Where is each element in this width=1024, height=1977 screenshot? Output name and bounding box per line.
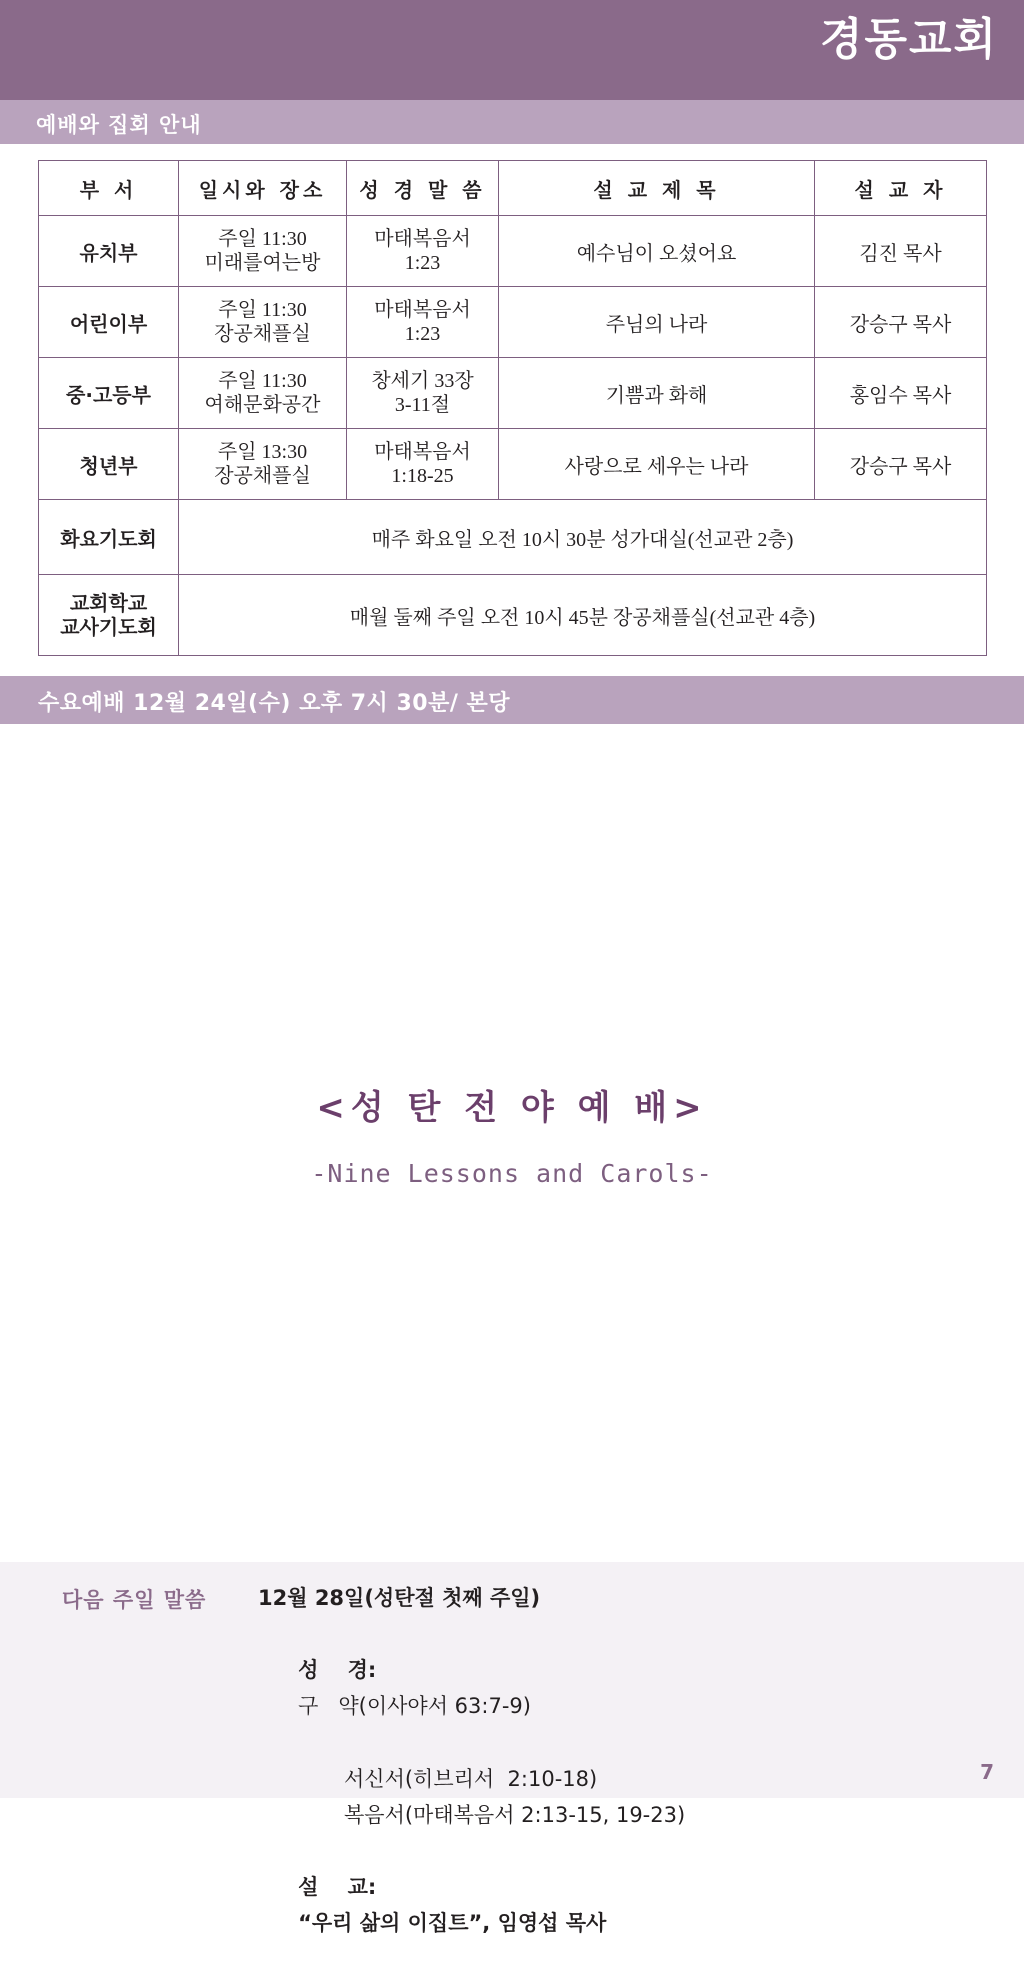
cell-scripture-verse: 1:23 xyxy=(404,252,441,274)
cell-sermon-title: 사랑으로 세우는 나라 xyxy=(499,429,815,500)
christmas-eve-title: <성 탄 전 야 예 배> xyxy=(316,1088,708,1128)
cell-time: 주일 11:30 xyxy=(218,298,307,321)
scripture-old-testament: 구 약(이사야서 63:7-9) xyxy=(298,1694,531,1719)
worship-table-wrapper xyxy=(38,160,986,656)
cell-department-line2: 교사기도회 xyxy=(60,615,157,639)
table-body xyxy=(39,216,987,656)
wednesday-worship-bar xyxy=(0,676,1024,724)
cell-sermon-title: 기쁨과 화해 xyxy=(499,358,815,429)
cell-department: 유치부 xyxy=(39,216,179,287)
column-header-sermon-title: 설 교 제 목 xyxy=(499,161,815,216)
next-sunday-date: 12월 28일(성탄절 첫째 주일) xyxy=(258,1586,541,1610)
cell-department: 어린이부 xyxy=(39,287,179,358)
next-sunday-body xyxy=(258,1580,978,1977)
cell-scripture xyxy=(347,358,499,429)
cell-department: 청년부 xyxy=(39,429,179,500)
cell-department xyxy=(39,575,179,656)
scripture-label: 성 경: xyxy=(298,1658,377,1683)
cell-scripture xyxy=(347,287,499,358)
cell-scripture-book: 창세기 33장 xyxy=(371,369,474,392)
table-row xyxy=(39,429,987,500)
section-title-label: 예배와 집회 안내 xyxy=(36,113,202,137)
column-header-preacher: 설 교 자 xyxy=(815,161,987,216)
cell-time-place xyxy=(179,358,347,429)
table-row xyxy=(39,500,987,575)
christmas-eve-service-block xyxy=(0,1080,1024,1188)
table-row xyxy=(39,358,987,429)
cell-scripture xyxy=(347,216,499,287)
cell-sermon-title: 예수님이 오셨어요 xyxy=(499,216,815,287)
next-sunday-title: 다음 주일 말씀 xyxy=(62,1588,207,1612)
table-header-row xyxy=(39,161,987,216)
cell-scripture-verse: 1:23 xyxy=(404,323,441,345)
cell-department: 화요기도회 xyxy=(39,500,179,575)
cell-time-place xyxy=(179,287,347,358)
next-sunday-block xyxy=(0,1562,1024,1935)
column-header-department: 부 서 xyxy=(39,161,179,216)
cell-scripture-verse: 1:18-25 xyxy=(391,465,454,487)
cell-scripture-book: 마태복음서 xyxy=(374,298,471,321)
cell-time-place xyxy=(179,216,347,287)
cell-scripture xyxy=(347,429,499,500)
cell-scripture-book: 마태복음서 xyxy=(374,227,471,250)
christmas-eve-subtitle: -Nine Lessons and Carols- xyxy=(311,1159,713,1188)
scripture-gospel: 복음서(마태복음서 2:13-15, 19-23) xyxy=(344,1802,686,1827)
cell-scripture-book: 마태복음서 xyxy=(374,440,471,463)
sermon-title-text: “우리 삶의 이집트”, 임영섭 목사 xyxy=(298,1910,607,1935)
cell-preacher: 홍임수 목사 xyxy=(815,358,987,429)
cell-department: 중·고등부 xyxy=(39,358,179,429)
worship-schedule-table xyxy=(38,160,987,656)
cell-sermon-title: 주님의 나라 xyxy=(499,287,815,358)
next-sunday-sermon-row xyxy=(258,1833,978,1977)
next-sunday-scripture-row xyxy=(258,1616,978,1760)
cell-department-line1: 교회학교 xyxy=(69,590,148,615)
cell-place: 장공채플실 xyxy=(214,465,311,487)
cell-time: 주일 13:30 xyxy=(217,440,308,463)
column-header-time-place: 일시와 장소 xyxy=(179,161,347,216)
cell-time: 주일 11:30 xyxy=(218,369,307,392)
church-logo: 경동교회 xyxy=(819,14,998,65)
scripture-epistle: 서신서(히브리서 2:10-18) xyxy=(344,1766,598,1791)
column-header-scripture: 성 경 말 씀 xyxy=(347,161,499,216)
cell-meeting-detail: 매주 화요일 오전 10시 30분 성가대실(선교관 2층) xyxy=(179,500,987,575)
cell-time-place xyxy=(179,429,347,500)
cell-place: 장공채플실 xyxy=(214,323,311,345)
cell-preacher: 강승구 목사 xyxy=(815,429,987,500)
cell-meeting-detail: 매월 둘째 주일 오전 10시 45분 장공채플실(선교관 4층) xyxy=(179,575,987,656)
wednesday-worship-label: 수요예배 12월 24일(수) 오후 7시 30분/ 본당 xyxy=(38,691,511,716)
cell-place: 미래를여는방 xyxy=(204,252,321,274)
page-number: 7 xyxy=(980,1760,994,1784)
table-row xyxy=(39,575,987,656)
cell-place: 여해문화공간 xyxy=(204,394,321,416)
table-row xyxy=(39,287,987,358)
header-band xyxy=(0,0,1024,100)
table-header xyxy=(39,161,987,216)
sermon-label: 설 교: xyxy=(298,1874,377,1899)
cell-scripture-verse: 3-11절 xyxy=(394,394,451,416)
cell-time: 주일 11:30 xyxy=(218,227,307,250)
cell-preacher: 강승구 목사 xyxy=(815,287,987,358)
cell-preacher: 김진 목사 xyxy=(815,216,987,287)
section-title-bar xyxy=(0,100,1024,144)
table-row xyxy=(39,216,987,287)
